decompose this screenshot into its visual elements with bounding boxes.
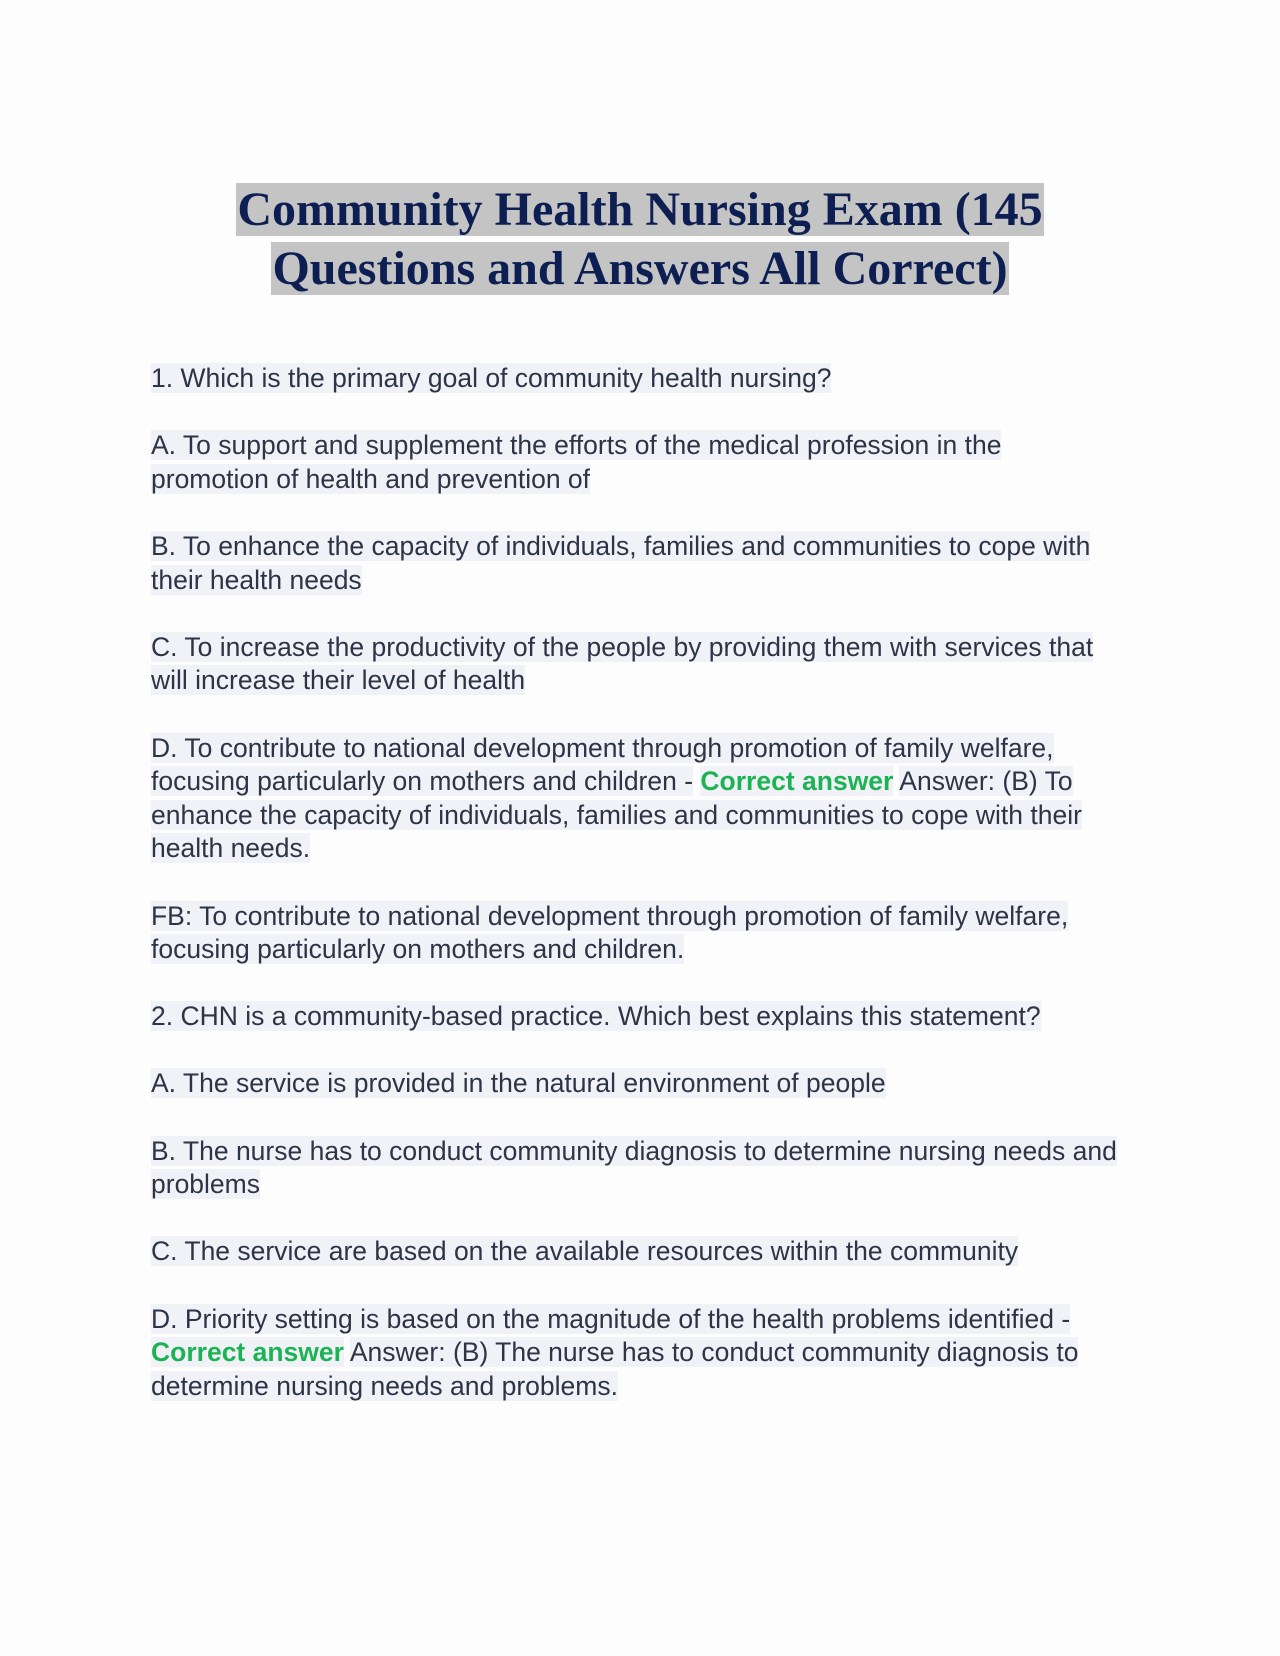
correct-answer-label: Correct answer: [700, 766, 894, 797]
question-2-option-d: [151, 1303, 1121, 1404]
question-2-option-b: [151, 1135, 1121, 1202]
correct-answer-label: Correct answer: [151, 1337, 344, 1368]
feedback-text: FB: To contribute to national development through promotion of family welfare, focusing particularly on mothers and children.: [151, 900, 1069, 965]
option-text: B. To enhance the capacity of individuals, families and communities to cope with their health needs: [151, 530, 1091, 595]
title-line-1: Community Health Nursing Exam (145: [237, 183, 1043, 236]
option-text: D. Priority setting is based on the magnitude of the health problems identified -: [151, 1303, 1071, 1334]
option-text: B. The nurse has to conduct community diagnosis to determine nursing needs and problems: [151, 1135, 1117, 1200]
option-text: D. To contribute to national development through promotion of family welfare, focusing particularly on mothers and children -: [151, 732, 1054, 797]
question-1-feedback: [151, 900, 1121, 967]
question-1-option-c: [151, 631, 1121, 698]
answer-text: Answer: (B) To enhance the capacity of individuals, families and communities to cope with their health needs.: [151, 766, 1082, 864]
question-1-option-d: [151, 732, 1121, 866]
question-1: [151, 362, 1121, 396]
question-2-option-c: [151, 1235, 1121, 1269]
question-2-text: 2. CHN is a community-based practice. Which best explains this statement?: [151, 1001, 1041, 1032]
question-1-text: 1. Which is the primary goal of community health nursing?: [151, 363, 832, 393]
option-text: C. The service are based on the available resources within the community: [151, 1236, 1019, 1267]
document-title: [140, 180, 1140, 298]
question-2-option-a: [151, 1067, 1121, 1101]
document-body: [151, 362, 1121, 1437]
title-line-2: Questions and Answers All Correct): [272, 242, 1008, 295]
option-text: A. To support and supplement the efforts of the medical profession in the promotion of health and prevention of: [151, 430, 1002, 494]
option-text: A. The service is provided in the natural environment of people: [151, 1068, 886, 1099]
question-1-option-b: [151, 530, 1121, 597]
question-1-option-a: [151, 429, 1121, 496]
question-2: [151, 1000, 1121, 1034]
answer-text: Answer: (B) The nurse has to conduct community diagnosis to determine nursing needs and problems.: [151, 1337, 1079, 1401]
option-text: C. To increase the productivity of the people by providing them with services that will increase their level of health: [151, 631, 1094, 696]
